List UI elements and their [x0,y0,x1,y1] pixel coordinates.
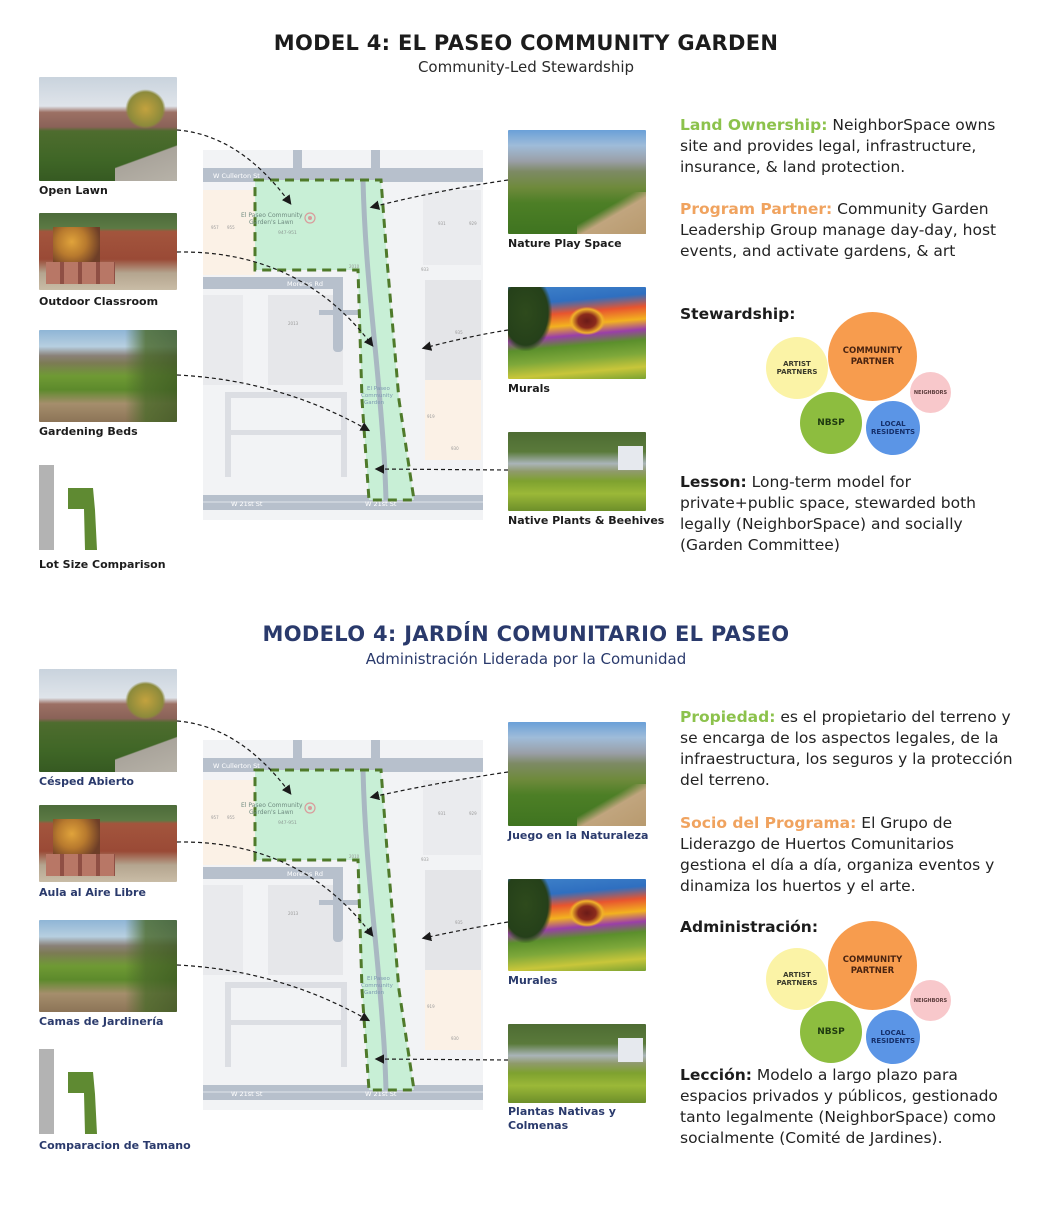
gardening-beds-photo [39,330,177,422]
svg-text:957: 957 [211,815,219,820]
svg-text:Garden: Garden [364,990,385,996]
map-graphic [203,740,483,1110]
svg-text:930: 930 [451,446,459,451]
svg-text:El Paseo Community: El Paseo Community [241,802,303,809]
svg-text:2013: 2013 [288,321,299,326]
stewardship-heading: Stewardship: [680,305,796,323]
nature-play-photo [508,722,646,826]
bubble-artist-partners: ARTIST PARTNERS [766,948,828,1010]
photo-label: Outdoor Classroom [39,295,159,308]
svg-text:929: 929 [469,811,477,816]
program-partner-label: Program Partner: [680,200,833,218]
bubble-artist-partners: ARTIST PARTNERS [766,337,828,399]
map-graphic [203,150,483,520]
svg-text:935: 935 [455,330,463,335]
svg-text:Community: Community [361,393,393,399]
program-partner-text: Socio del Programa: El Grupo de Liderazgo de Huertos Comunitarios gestiona el día a día, organiza eventos y dinamiza los huertos y el arte. [680,814,995,895]
svg-text:El Paseo Community: El Paseo Community [241,212,303,219]
photo-label: Nature Play Space [508,237,622,250]
svg-text:Morelos Rd: Morelos Rd [287,870,323,878]
svg-text:935: 935 [455,920,463,925]
svg-text:W 21st St: W 21st St [231,500,263,508]
lesson-label: Lesson: [680,473,747,491]
bubble-nbsp: NBSP [800,1001,862,1063]
page-subtitle: Community-Led Stewardship [417,58,635,76]
street-label: W Cullerton St [213,172,260,180]
svg-text:Community: Community [361,983,393,989]
photo-label: Aula al Aire Libre [39,886,146,899]
lesson-label: Lección: [680,1066,752,1084]
svg-text:933: 933 [421,267,429,272]
svg-text:2013: 2013 [288,911,299,916]
nature-play-photo [508,130,646,234]
lot-comparison-label: Lot Size Comparison [39,558,166,571]
lot-size-gray-shape [39,1049,54,1134]
lesson-text: Lección: Modelo a largo plazo para espacios privados y públicos, gestionado tanto legalmente (NeighborSpace) como socialmente (Comité de Jardines). [680,1066,998,1147]
page-subtitle-spanish: Administración Liderada por la Comunidad [365,650,687,668]
murals-photo [508,879,646,971]
photo-label: Plantas Nativas y Colmenas [508,1105,616,1132]
svg-text:W 21st St: W 21st St [231,1090,263,1098]
english-section [0,0,1052,600]
photo-label: Césped Abierto [39,775,134,788]
photo-label: Juego en la Naturaleza [508,829,649,842]
svg-text:W 21st St: W 21st St [365,500,397,508]
svg-text:947-951: 947-951 [278,231,297,236]
land-ownership-text: Land Ownership: NeighborSpace owns site and provides legal, infrastructure, insurance, & land protection. [680,116,996,176]
svg-text:W 21st St: W 21st St [365,1090,397,1098]
photo-label: Camas de Jardinería [39,1015,164,1028]
program-partner-text: Program Partner: Community Garden Leadership Group manage day-day, host events, and activate gardens, & art [680,200,997,260]
svg-text:2010: 2010 [349,264,360,269]
svg-text:957: 957 [211,225,219,230]
site-map [203,150,483,520]
bubble-neighbors: NEIGHBORS [910,372,951,413]
svg-text:931: 931 [438,811,446,816]
svg-text:930: 930 [451,1036,459,1041]
page-title-spanish: MODELO 4: JARDÍN COMUNITARIO EL PASEO [262,622,790,646]
program-partner-label: Socio del Programa: [680,814,857,832]
land-ownership-label: Land Ownership: [680,116,828,134]
svg-text:929: 929 [469,221,477,226]
bubble-neighbors: NEIGHBORS [910,980,951,1021]
land-ownership-text: Propiedad: es el propietario del terreno y se encarga de los aspectos legales, de la infraestructura, los seguros y la protección del terreno. [680,708,1013,789]
svg-text:955: 955 [227,225,235,230]
gardening-beds-photo [39,920,177,1012]
svg-text:919: 919 [427,414,435,419]
photo-label: Murales [508,974,558,987]
lot-size-gray-shape [39,465,54,550]
bubble-community-partner: COMMUNITY PARTNER [828,921,917,1010]
land-ownership-label: Propiedad: [680,708,776,726]
svg-text:El Paseo: El Paseo [367,976,390,982]
site-map [203,740,483,1110]
svg-text:955: 955 [227,815,235,820]
svg-text:Morelos Rd: Morelos Rd [287,280,323,288]
bubble-nbsp: NBSP [800,392,862,454]
native-plants-photo [508,432,646,511]
bubble-local-residents: LOCAL RESIDENTS [866,401,920,455]
svg-text:2010: 2010 [349,854,360,859]
lot-size-green-shape [66,487,102,551]
svg-text:W Cullerton St: W Cullerton St [213,762,260,770]
photo-label: Gardening Beds [39,425,138,438]
bubble-community-partner: COMMUNITY PARTNER [828,312,917,401]
lot-comparison-label: Comparacion de Tamano [39,1139,191,1152]
svg-text:El Paseo: El Paseo [367,386,390,392]
svg-text:931: 931 [438,221,446,226]
outdoor-classroom-photo [39,805,177,882]
photo-label: Open Lawn [39,184,108,197]
svg-text:Garden's Lawn: Garden's Lawn [249,219,294,226]
page-title: MODEL 4: EL PASEO COMMUNITY GARDEN [273,31,779,55]
lesson-text: Lesson: Long-term model for private+public space, stewarded both legally (NeighborSpace) and socially (Garden Committee) [680,473,977,554]
svg-text:Garden: Garden [364,400,385,406]
stewardship-heading: Administración: [680,918,819,936]
open-lawn-photo [39,77,177,181]
photo-label: Murals [508,382,550,395]
bubble-local-residents: LOCAL RESIDENTS [866,1010,920,1064]
native-plants-photo [508,1024,646,1103]
lot-size-green-shape [66,1071,102,1135]
outdoor-classroom-photo [39,213,177,290]
svg-text:919: 919 [427,1004,435,1009]
svg-text:933: 933 [421,857,429,862]
open-lawn-photo [39,669,177,772]
svg-text:Garden's Lawn: Garden's Lawn [249,809,294,816]
spanish-section [0,608,1052,1208]
murals-photo [508,287,646,379]
photo-label: Native Plants & Beehives [508,514,665,527]
svg-text:947-951: 947-951 [278,821,297,826]
